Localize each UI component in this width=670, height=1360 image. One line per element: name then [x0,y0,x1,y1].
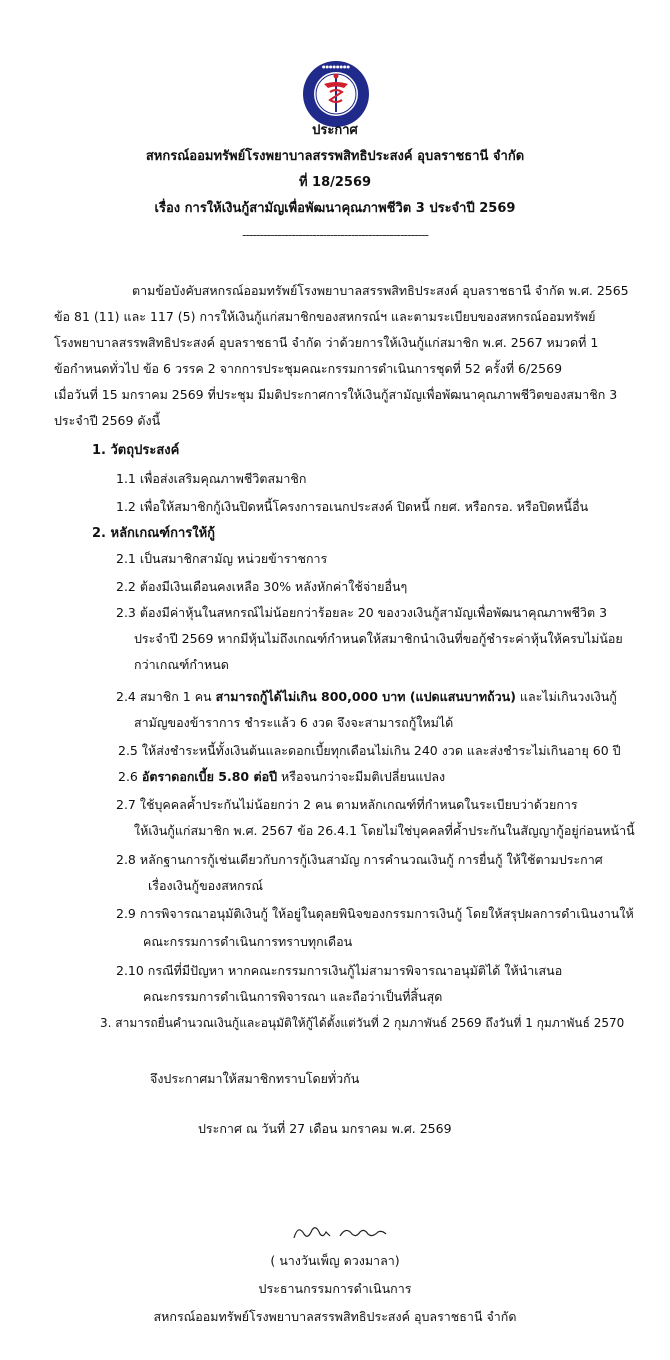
section-2-item: 2.2 ต้องมีเงินเดือนคงเหลือ 30% หลังหักค่าใช้จ่ายอื่นๆ [116,579,408,594]
section-2-item-cont: คณะกรรมการดำเนินการทราบทุกเดือน [143,934,353,949]
section-2-item-cont: เรื่องเงินกู้ของสหกรณ์ [148,878,263,893]
section-2-heading: 2. หลักเกณฑ์การให้กู้ [92,526,216,541]
announcement-number: ที่ 18/2569 [298,175,372,190]
cooperative-logo [302,60,370,128]
section-2-item-cont: ให้เงินกู้แก่สมาชิก พ.ศ. 2567 ข้อ 26.4.1 โดยไม่ใช่บุคคลที่ค้ำประกันในสัญญากู้อยู่ก่อนหน้านี้ [134,823,635,838]
section-3-text: 3. สามารถยื่นคำนวณเงินกู้และอนุมัติให้กู้ได้ตั้งแต่วันที่ 2 กุมภาพันธ์ 2569 ถึงวันที่ 1 กุมภาพันธ์ 2570 [100,1016,625,1030]
item-2-4-prefix: 2.4 สมาชิก 1 คน [116,689,216,704]
handwritten-signature [290,1220,410,1244]
section-2-item: 2.3 ต้องมีค่าหุ้นในสหกรณ์ไม่น้อยกว่าร้อยละ 20 ของวงเงินกู้สามัญเพื่อพัฒนาคุณภาพชีวิต 3 [116,605,608,620]
closing-text: จึงประกาศมาให้สมาชิกทราบโดยทั่วกัน [150,1071,360,1086]
section-2-item-cont: กว่าเกณฑ์กำหนด [134,657,229,672]
item-2-6-emphasis: อัตราดอกเบี้ย 5.80 ต่อปี [141,769,278,784]
intro-line: ตามข้อบังคับสหกรณ์ออมทรัพย์โรงพยาบาลสรรพสิทธิประสงค์ อุบลราชธานี จำกัด พ.ศ. 2565 [132,283,629,298]
item-2-4-suffix: และไม่เกินวงเงินกู้ [515,689,617,704]
section-1-item: 1.1 เพื่อส่งเสริมคุณภาพชีวิตสมาชิก [116,471,307,486]
section-2-item-cont: สามัญของข้าราการ ชำระแล้ว 6 งวด จึงจะสามารถกู้ใหม่ได้ [134,715,454,730]
section-1-heading: 1. วัตถุประสงค์ [92,443,180,458]
section-2-item: 2.1 เป็นสมาชิกสามัญ หน่วยข้าราชการ [116,551,328,566]
signer-position: ประธานกรรมการดำเนินการ [258,1281,412,1296]
intro-line: ประจำปี 2569 ดังนี้ [54,413,161,428]
organization-name: สหกรณ์ออมทรัพย์โรงพยาบาลสรรพสิทธิประสงค์ อุบลราชธานี จำกัด [145,149,525,164]
section-2-item [116,688,617,706]
item-2-6-prefix: 2.6 [118,769,142,784]
section-2-item: 2.8 หลักฐานการกู้เช่นเดียวกับการกู้เงินสามัญ การคำนวณเงินกู้ การยื่นกู้ ให้ใช้ตามประกาศ [116,852,603,867]
signer-name: ( นางวันเพ็ญ ดวงมาลา) [270,1253,400,1268]
section-2-item: 2.10 กรณีที่มีปัญหา หากคณะกรรมการเงินกู้ไม่สามารพิจารณาอนุมัติได้ ให้นำเสนอ [116,963,563,978]
intro-line: ข้อ 81 (11) และ 117 (5) การให้เงินกู้แก่สมาชิกของสหกรณ์ฯ และตามระเบียบของสหกรณ์ออมทรัพย์ [54,309,596,324]
section-1-item: 1.2 เพื่อให้สมาชิกกู้เงินปิดหนี้โครงการอเนกประสงค์ ปิดหนี้ กยศ. หรือกรอ. หรือปิดหนี้อื่น [116,499,589,514]
section-2-item: 2.5 ให้ส่งชำระหนี้ทั้งเงินต้นและดอกเบี้ยทุกเดือนไม่เกิน 240 งวด และส่งชำระไม่เกินอายุ 60 ปี [118,743,621,758]
intro-line: เมื่อวันที่ 15 มกราคม 2569 ที่ประชุม มีมติประกาศการให้เงินกู้สามัญเพื่อพัฒนาคุณภาพชีวิตของสมาชิก 3 [54,387,618,402]
svg-text:●●●●●●●●: ●●●●●●●● [322,64,350,69]
section-2-item: 2.9 การพิจารณาอนุมัติเงินกู้ ให้อยู่ในดุลยพินิจของกรรมการเงินกู้ โดยให้สรุปผลการดำเนินงานให้ [116,906,634,921]
announcement-title: ประกาศ [312,123,358,138]
section-2-item-cont: คณะกรรมการดำเนินการพิจารณา และถือว่าเป็นที่สิ้นสุด [143,989,443,1004]
section-2-item: 2.7 ใช้บุคคลค้ำประกันไม่น้อยกว่า 2 คน ตามหลักเกณฑ์ที่กำหนดในระเบียบว่าด้วยการ [116,797,578,812]
announcement-subject: เรื่อง การให้เงินกู้สามัญเพื่อพัฒนาคุณภาพชีวิต 3 ประจำปี 2569 [154,201,516,216]
intro-line: ข้อกำหนดทั่วไป ข้อ 6 วรรค 2 จากการประชุมคณะกรรมการดำเนินการชุดที่ 52 ครั้งที่ 6/2569 [54,361,563,376]
section-2-item [118,768,445,786]
section-2-item-cont: ประจำปี 2569 หากมีหุ้นไม่ถึงเกณฑ์กำหนดให้สมาชิกนำเงินที่ขอกู้ชำระค่าหุ้นให้ครบไม่น้อย [134,631,623,646]
signer-organization: สหกรณ์ออมทรัพย์โรงพยาบาลสรรพสิทธิประสงค์ อุบลราชธานี จำกัด [153,1309,517,1324]
intro-line: โรงพยาบาลสรรพสิทธิประสงค์ อุบลราชธานี จำกัด ว่าด้วยการให้เงินกู้แก่สมาชิก พ.ศ. 2567 หมวดที่ 1 [54,335,599,350]
item-2-4-emphasis: สามารถกู้ได้ไม่เกิน 800,000 บาท (แปดแสนบาทถ้วน) [215,689,516,704]
announcement-date: ประกาศ ณ วันที่ 27 เดือน มกราคม พ.ศ. 2569 [198,1121,452,1136]
header-divider: ----------------------------------------------------- [241,227,429,242]
item-2-6-suffix: หรือจนกว่าจะมีมติเปลี่ยนแปลง [277,769,446,784]
